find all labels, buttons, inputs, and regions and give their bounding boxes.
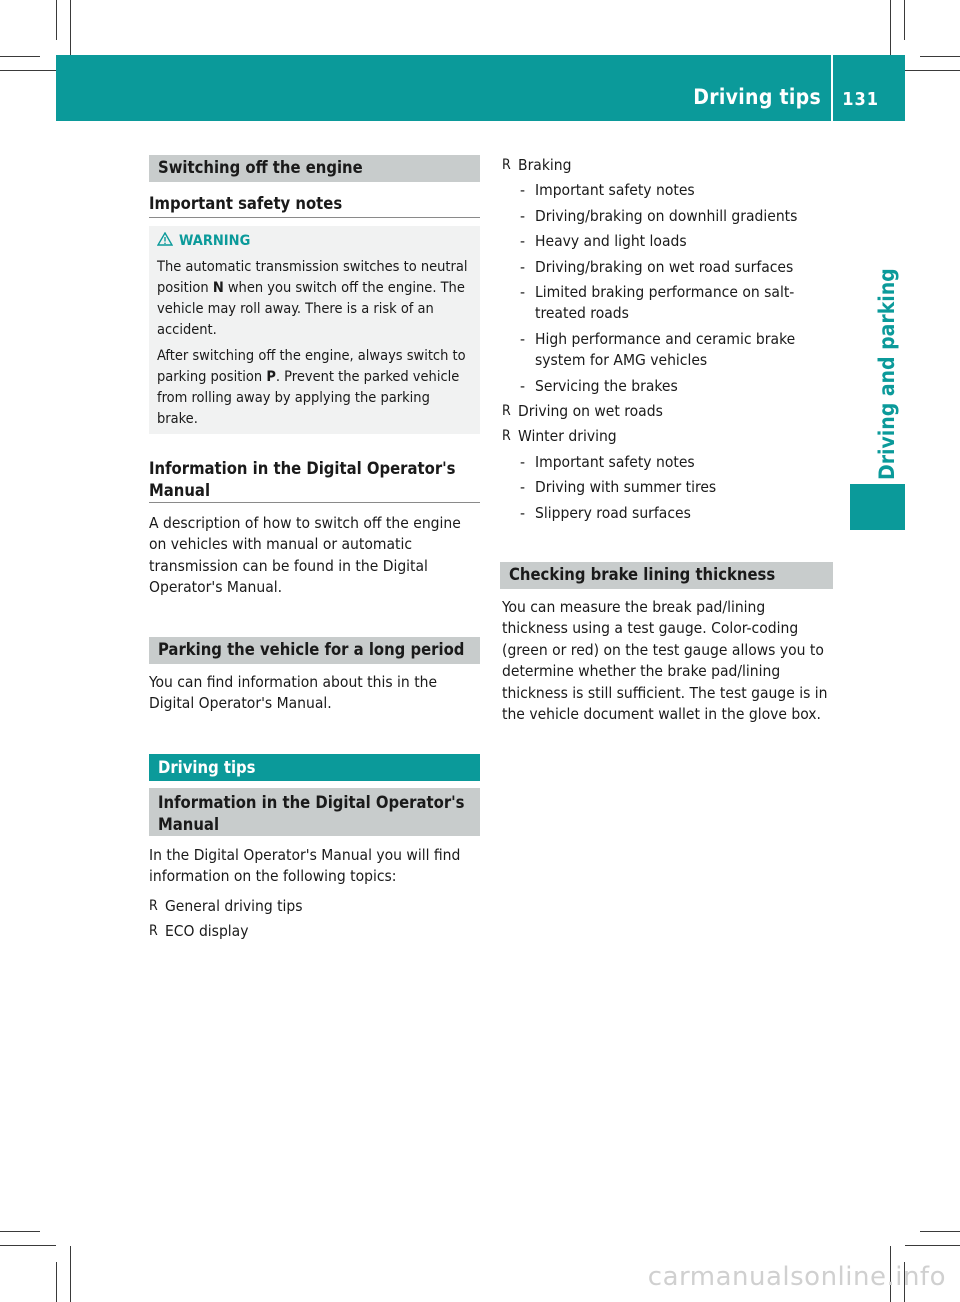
watermark: carmanualsonline.info	[647, 1262, 946, 1292]
crop-mark	[904, 0, 905, 40]
header-divider	[831, 55, 833, 121]
crop-mark	[0, 1245, 56, 1246]
list-item: R General driving tips	[149, 896, 480, 917]
section-heading-parking: Parking the vehicle for a long period	[149, 637, 480, 664]
crop-mark	[905, 70, 960, 71]
crop-mark	[890, 0, 891, 55]
crop-mark	[920, 56, 960, 57]
section-heading-switch-off: Switching off the engine	[149, 155, 480, 182]
list-item: - Driving with summer tires	[502, 477, 833, 498]
warning-box	[149, 226, 480, 434]
subheading-digital-manual: Information in the Digital Operator's Manual	[149, 458, 480, 503]
crop-mark	[905, 1245, 960, 1246]
topics-list	[502, 155, 833, 528]
driving-tips-intro: In the Digital Operator's Manual you will find information on the following topics:	[149, 846, 461, 886]
crop-mark	[920, 1231, 960, 1232]
subheading-safety-notes: Important safety notes	[149, 193, 480, 218]
crop-mark	[0, 1231, 40, 1232]
list-item: - Driving/braking on wet road surfaces	[502, 257, 833, 278]
warning-text: After switching off the engine, always switch to parking position	[157, 348, 466, 385]
gear-position-p: P	[266, 369, 276, 385]
warning-title-row	[157, 232, 472, 250]
crop-mark	[56, 1262, 57, 1302]
side-tab-marker	[850, 484, 905, 530]
list-item: - High performance and ceramic brake system for AMG vehicles	[502, 329, 825, 372]
section-heading-brake-lining: Checking brake lining thickness	[500, 562, 833, 589]
digital-manual-text: A description of how to switch off the engine on vehicles with manual or automatic transmission can be found in the Digital Operator's Manual.	[149, 514, 461, 597]
list-item: - Important safety notes	[502, 452, 833, 473]
list-item: R ECO display	[149, 921, 480, 942]
list-item: - Slippery road surfaces	[502, 503, 833, 524]
list-item: R Winter driving	[502, 426, 833, 447]
header-title: Driving tips	[693, 85, 821, 109]
list-item: R Driving on wet roads	[502, 401, 833, 422]
crop-mark	[70, 0, 71, 55]
warning-paragraph-2	[157, 346, 472, 430]
warning-title: WARNING	[179, 233, 251, 249]
list-item: - Important safety notes	[502, 180, 833, 201]
list-item: - Driving/braking on downhill gradients	[502, 206, 833, 227]
warning-text: when you switch off the engine. The vehicle may roll away. There is a risk of an accident.	[157, 280, 465, 338]
list-item: - Servicing the brakes	[502, 376, 833, 397]
driving-tips-list	[149, 896, 480, 947]
subsection-heading-digital-manual: Information in the Digital Operator's Manual	[149, 788, 480, 836]
warning-text: . Prevent the parked vehicle from rolling away by applying the parking brake.	[157, 369, 460, 427]
brake-lining-text: You can measure the break pad/lining thickness using a test gauge. Color-coding (green or red) on the test gauge allows you to determine whether the brake pad/lining thickness is still sufficient. The test gauge is in the vehicle document wallet in the glove box.	[502, 598, 828, 724]
page-number: 131	[842, 89, 879, 110]
list-item: R Braking	[502, 155, 833, 176]
section-heading-driving-tips: Driving tips	[149, 754, 480, 781]
crop-mark	[0, 70, 56, 71]
page-header	[56, 55, 905, 121]
parking-text: You can find information about this in the Digital Operator's Manual.	[149, 673, 438, 713]
crop-mark	[56, 0, 57, 40]
warning-text: The automatic transmission switches to neutral position	[157, 259, 468, 296]
crop-mark	[0, 56, 40, 57]
list-item: - Limited braking performance on salt-treated roads	[502, 282, 825, 325]
gear-position-n: N	[212, 280, 224, 296]
side-tab-label: Driving and parking	[875, 268, 899, 480]
warning-triangle-icon	[157, 232, 173, 246]
crop-mark	[70, 1246, 71, 1302]
list-item: - Heavy and light loads	[502, 231, 833, 252]
warning-paragraph-1	[157, 257, 472, 341]
